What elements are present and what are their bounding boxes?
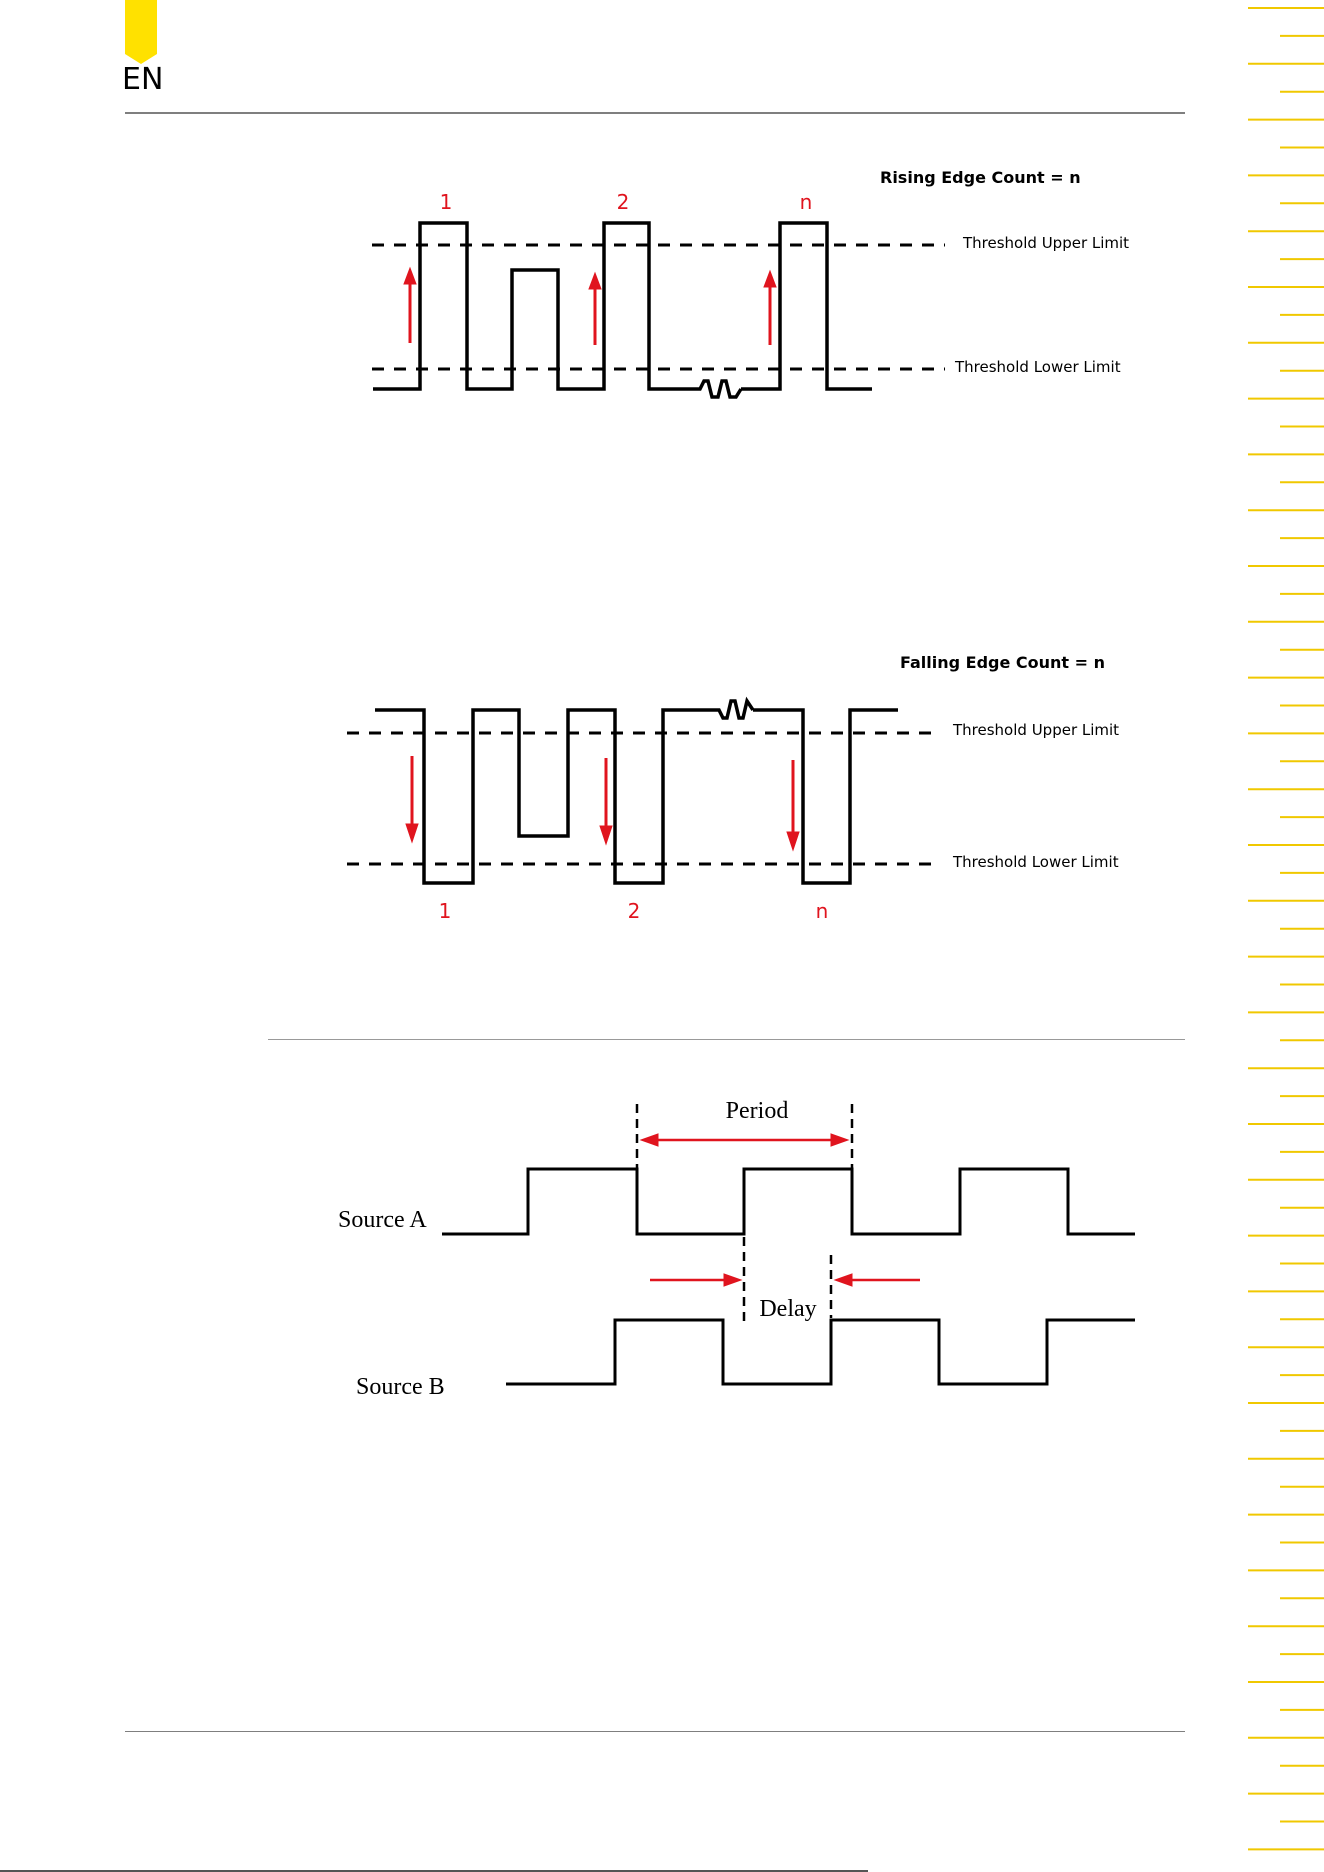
falling-edge-diagram: [340, 640, 1160, 930]
falling-edge-number-1: 1: [438, 899, 452, 923]
rising-title: Rising Edge Count = n: [880, 168, 1081, 187]
rising-edge-number-1: 1: [439, 190, 453, 214]
rising-signal-tail: [741, 223, 872, 389]
rising-upper-label: Threshold Upper Limit: [963, 234, 1130, 252]
falling-arrows: [406, 756, 799, 850]
footer-rule: [125, 1731, 1185, 1732]
section-divider: [268, 1039, 1185, 1040]
falling-edge-number-n: n: [815, 899, 829, 923]
rising-signal-waveform: [373, 223, 694, 389]
chapter-tab-marker: [125, 0, 157, 64]
header-rule: [125, 112, 1185, 114]
delay-label: Delay: [759, 1296, 817, 1322]
rising-lower-label: Threshold Lower Limit: [955, 358, 1121, 376]
delay-period-diagram: [330, 1080, 1170, 1410]
rising-edge-diagram: [360, 160, 1160, 410]
falling-upper-label: Threshold Upper Limit: [953, 721, 1120, 739]
falling-edge-number-2: 2: [627, 899, 641, 923]
rising-edge-number-n: n: [799, 190, 813, 214]
source-a-label: Source A: [338, 1207, 427, 1233]
margin-ruler-ticks: [1230, 0, 1324, 1872]
break-symbol: [713, 701, 753, 718]
delay-arrows: [650, 1274, 920, 1286]
falling-title: Falling Edge Count = n: [900, 653, 1106, 672]
rising-edge-number-2: 2: [616, 190, 630, 214]
source-b-label: Source B: [356, 1374, 445, 1400]
falling-signal-waveform: [375, 710, 713, 883]
period-label: Period: [725, 1098, 789, 1124]
rising-arrows: [404, 268, 776, 345]
language-label: EN: [122, 62, 164, 97]
period-arrow: [641, 1134, 848, 1146]
source-a-waveform: [442, 1169, 1135, 1234]
falling-signal-tail: [753, 710, 898, 883]
falling-lower-label: Threshold Lower Limit: [953, 853, 1119, 871]
break-symbol: [694, 381, 741, 397]
source-b-waveform: [506, 1320, 1135, 1384]
